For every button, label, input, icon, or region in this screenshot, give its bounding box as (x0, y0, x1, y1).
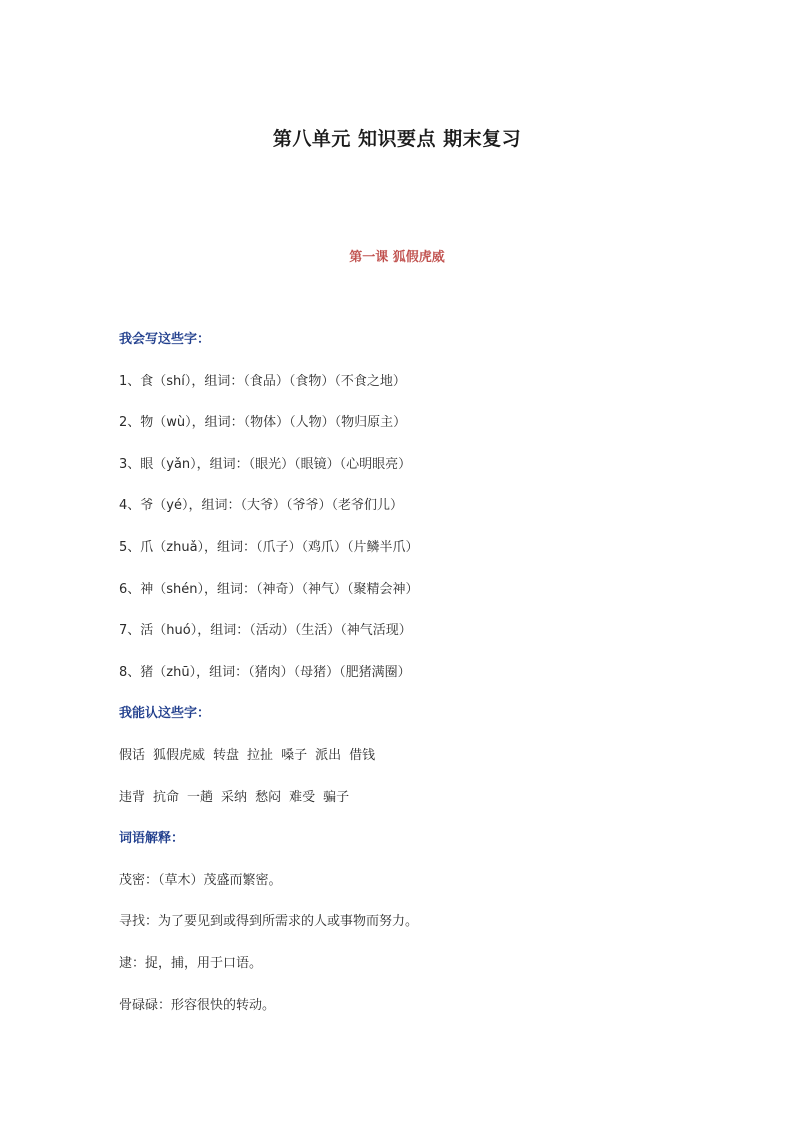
read-words-row-1 (119, 746, 719, 788)
write-item: 4、爷（yé），组词：（大爷）（爷爷）（老爷们儿） (119, 498, 403, 514)
explain-item: 寻找：为了要见到或得到所需求的人或事物而努力。 (119, 914, 419, 930)
write-item: 7、活（huó），组词：（活动）（生活）（神气活现） (119, 623, 412, 639)
read-word: 难受 (289, 789, 316, 805)
read-word: 转盘 (213, 747, 240, 763)
write-item: 2、物（wù），组词：（物体）（人物）（物归原主） (119, 415, 407, 431)
read-word: 愁闷 (255, 789, 282, 805)
read-word: 采纳 (221, 789, 248, 805)
read-word: 一趟 (187, 789, 214, 805)
write-item: 1、食（shí），组词：（食品）（食物）（不食之地） (119, 373, 406, 389)
read-section-heading: 我能认这些字： (119, 706, 211, 722)
explain-item: 逮：捉，捕，用于口语。 (119, 955, 263, 971)
write-item: 5、爪（zhuǎ），组词：（爪子）（鸡爪）（片鳞半爪） (119, 539, 419, 555)
lesson-title: 第一课 狐假虎威 (349, 250, 445, 265)
read-words-row-2 (119, 788, 719, 830)
write-item: 8、猪（zhū），组词：（猪肉）（母猪）（肥猪满圈） (119, 664, 411, 680)
document-body (119, 330, 719, 1037)
read-word: 拉扯 (247, 747, 274, 763)
read-word: 借钱 (349, 747, 376, 763)
page-title: 第八单元 知识要点 期末复习 (272, 128, 522, 150)
read-word: 假话 (119, 747, 146, 763)
explain-section-heading: 词语解释： (119, 831, 185, 847)
write-item: 3、眼（yǎn），组词：（眼光）（眼镜）（心明眼亮） (119, 456, 412, 472)
write-section-heading: 我会写这些字： (119, 332, 211, 347)
read-word: 嗓子 (281, 747, 308, 763)
explain-item: 骨碌碌：形容很快的转动。 (119, 997, 276, 1013)
read-word: 抗命 (153, 789, 180, 805)
write-item: 6、神（shén），组词：（神奇）（神气）（聚精会神） (119, 581, 419, 597)
read-word: 违背 (119, 789, 146, 805)
read-word: 狐假虎威 (153, 747, 206, 763)
read-word: 骗子 (323, 789, 350, 805)
explain-item: 茂密：（草木）茂盛而繁密。 (119, 872, 282, 888)
read-word: 派出 (315, 747, 342, 763)
